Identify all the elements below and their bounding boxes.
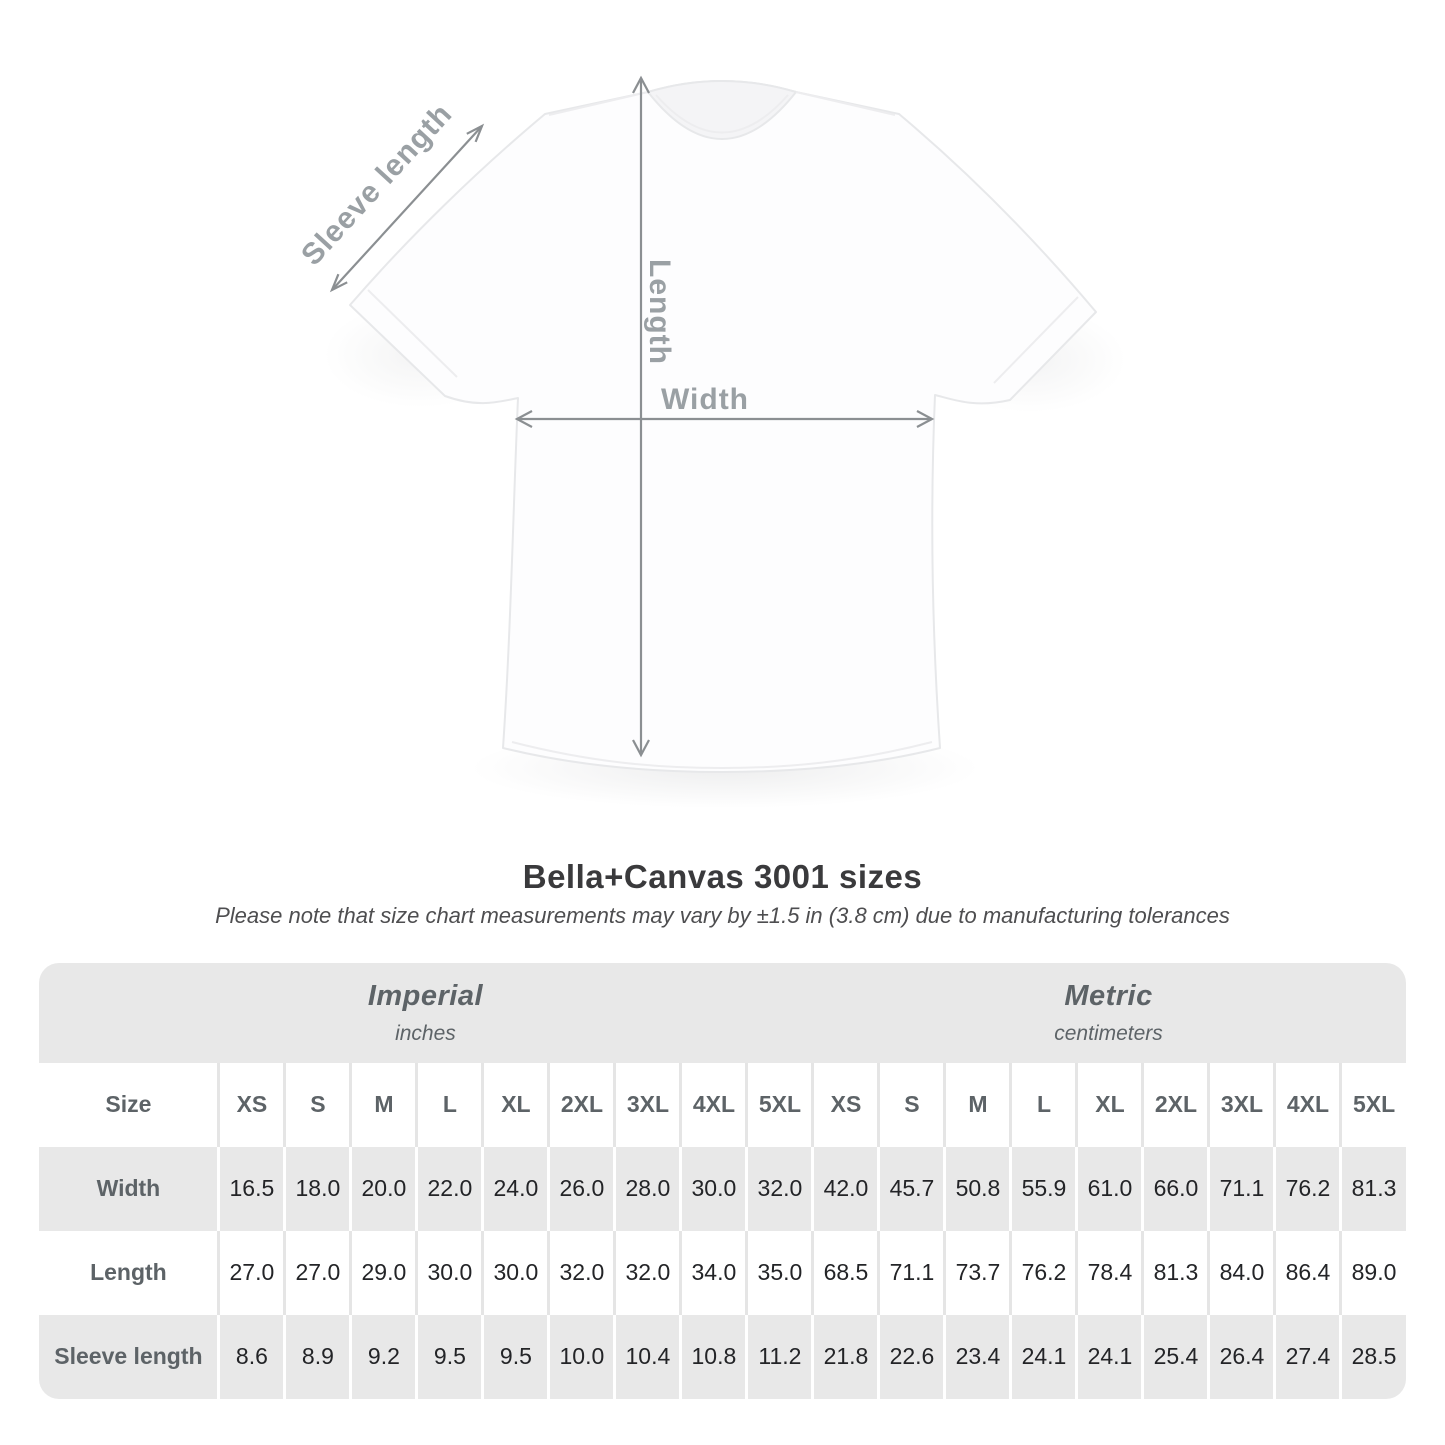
- value-cell: 32.0: [613, 1231, 679, 1315]
- size-col-header: 4XL: [1273, 1063, 1339, 1147]
- value-cell: 34.0: [679, 1231, 745, 1315]
- value-cell: 76.2: [1009, 1231, 1075, 1315]
- table-row-length: [39, 1231, 1405, 1315]
- value-cell: 78.4: [1075, 1231, 1141, 1315]
- value-cell: 21.8: [811, 1315, 877, 1399]
- value-cell: 42.0: [811, 1147, 877, 1231]
- table-row-sleeve-length: [39, 1315, 1405, 1399]
- value-cell: 71.1: [1207, 1147, 1273, 1231]
- value-cell: 10.0: [547, 1315, 613, 1399]
- size-col-header: 5XL: [745, 1063, 811, 1147]
- length-label: Length: [643, 259, 676, 365]
- value-cell: 30.0: [415, 1231, 481, 1315]
- size-col-header: M: [349, 1063, 415, 1147]
- value-cell: 24.0: [481, 1147, 547, 1231]
- value-cell: 22.0: [415, 1147, 481, 1231]
- value-cell: 10.8: [679, 1315, 745, 1399]
- value-cell: 32.0: [745, 1147, 811, 1231]
- page-title: Bella+Canvas 3001 sizes: [522, 858, 923, 895]
- size-col-header: 2XL: [1141, 1063, 1207, 1147]
- tshirt-body: [350, 81, 1096, 772]
- value-cell: 11.2: [745, 1315, 811, 1399]
- size-col-header: XS: [217, 1063, 283, 1147]
- tolerance-note: Please note that size chart measurements may vary by ±1.5 in (3.8 cm) due to manufacturing tolerances: [215, 902, 1230, 928]
- value-cell: 10.4: [613, 1315, 679, 1399]
- unit-group-name: Imperial: [367, 979, 484, 1012]
- value-cell: 45.7: [877, 1147, 943, 1231]
- row-label: Width: [39, 1147, 217, 1231]
- size-row-header: Size: [39, 1063, 217, 1147]
- value-cell: 25.4: [1141, 1315, 1207, 1399]
- row-label: Length: [39, 1231, 217, 1315]
- size-col-header: S: [283, 1063, 349, 1147]
- value-cell: 73.7: [943, 1231, 1009, 1315]
- value-cell: 26.0: [547, 1147, 613, 1231]
- value-cell: 27.0: [217, 1231, 283, 1315]
- unit-group-unit: inches: [395, 1021, 456, 1045]
- row-label: Sleeve length: [39, 1315, 217, 1399]
- value-cell: 26.4: [1207, 1315, 1273, 1399]
- value-cell: 81.3: [1141, 1231, 1207, 1315]
- sleeve-length-label: Sleeve length: [295, 97, 459, 272]
- value-cell: 18.0: [283, 1147, 349, 1231]
- value-cell: 9.5: [415, 1315, 481, 1399]
- value-cell: 61.0: [1075, 1147, 1141, 1231]
- value-cell: 28.0: [613, 1147, 679, 1231]
- value-cell: 68.5: [811, 1231, 877, 1315]
- value-cell: 30.0: [679, 1147, 745, 1231]
- size-col-header: 2XL: [547, 1063, 613, 1147]
- size-col-header: S: [877, 1063, 943, 1147]
- size-col-header: 3XL: [613, 1063, 679, 1147]
- value-cell: 24.1: [1009, 1315, 1075, 1399]
- value-cell: 9.5: [481, 1315, 547, 1399]
- value-cell: 24.1: [1075, 1315, 1141, 1399]
- value-cell: 86.4: [1273, 1231, 1339, 1315]
- table-row-width: [39, 1147, 1405, 1231]
- value-cell: 35.0: [745, 1231, 811, 1315]
- size-col-header: XL: [481, 1063, 547, 1147]
- size-col-header: XL: [1075, 1063, 1141, 1147]
- value-cell: 76.2: [1273, 1147, 1339, 1231]
- size-col-header: M: [943, 1063, 1009, 1147]
- value-cell: 89.0: [1339, 1231, 1405, 1315]
- size-col-header: L: [415, 1063, 481, 1147]
- unit-group-metric: [811, 963, 1405, 1063]
- size-col-header: XS: [811, 1063, 877, 1147]
- size-col-header: 3XL: [1207, 1063, 1273, 1147]
- value-cell: 30.0: [481, 1231, 547, 1315]
- size-col-header: 5XL: [1339, 1063, 1405, 1147]
- value-cell: 23.4: [943, 1315, 1009, 1399]
- value-cell: 8.9: [283, 1315, 349, 1399]
- size-table: [39, 963, 1405, 1399]
- value-cell: 71.1: [877, 1231, 943, 1315]
- value-cell: 66.0: [1141, 1147, 1207, 1231]
- value-cell: 22.6: [877, 1315, 943, 1399]
- size-col-header: L: [1009, 1063, 1075, 1147]
- value-cell: 27.4: [1273, 1315, 1339, 1399]
- value-cell: 50.8: [943, 1147, 1009, 1231]
- size-col-header: 4XL: [679, 1063, 745, 1147]
- unit-group-imperial: [39, 963, 811, 1063]
- value-cell: 29.0: [349, 1231, 415, 1315]
- value-cell: 8.6: [217, 1315, 283, 1399]
- unit-group-unit: centimeters: [1054, 1021, 1163, 1045]
- value-cell: 16.5: [217, 1147, 283, 1231]
- value-cell: 27.0: [283, 1231, 349, 1315]
- value-cell: 20.0: [349, 1147, 415, 1231]
- value-cell: 28.5: [1339, 1315, 1405, 1399]
- value-cell: 84.0: [1207, 1231, 1273, 1315]
- value-cell: 55.9: [1009, 1147, 1075, 1231]
- width-label: Width: [660, 383, 750, 416]
- value-cell: 9.2: [349, 1315, 415, 1399]
- value-cell: 32.0: [547, 1231, 613, 1315]
- value-cell: 81.3: [1339, 1147, 1405, 1231]
- unit-group-name: Metric: [1064, 979, 1153, 1012]
